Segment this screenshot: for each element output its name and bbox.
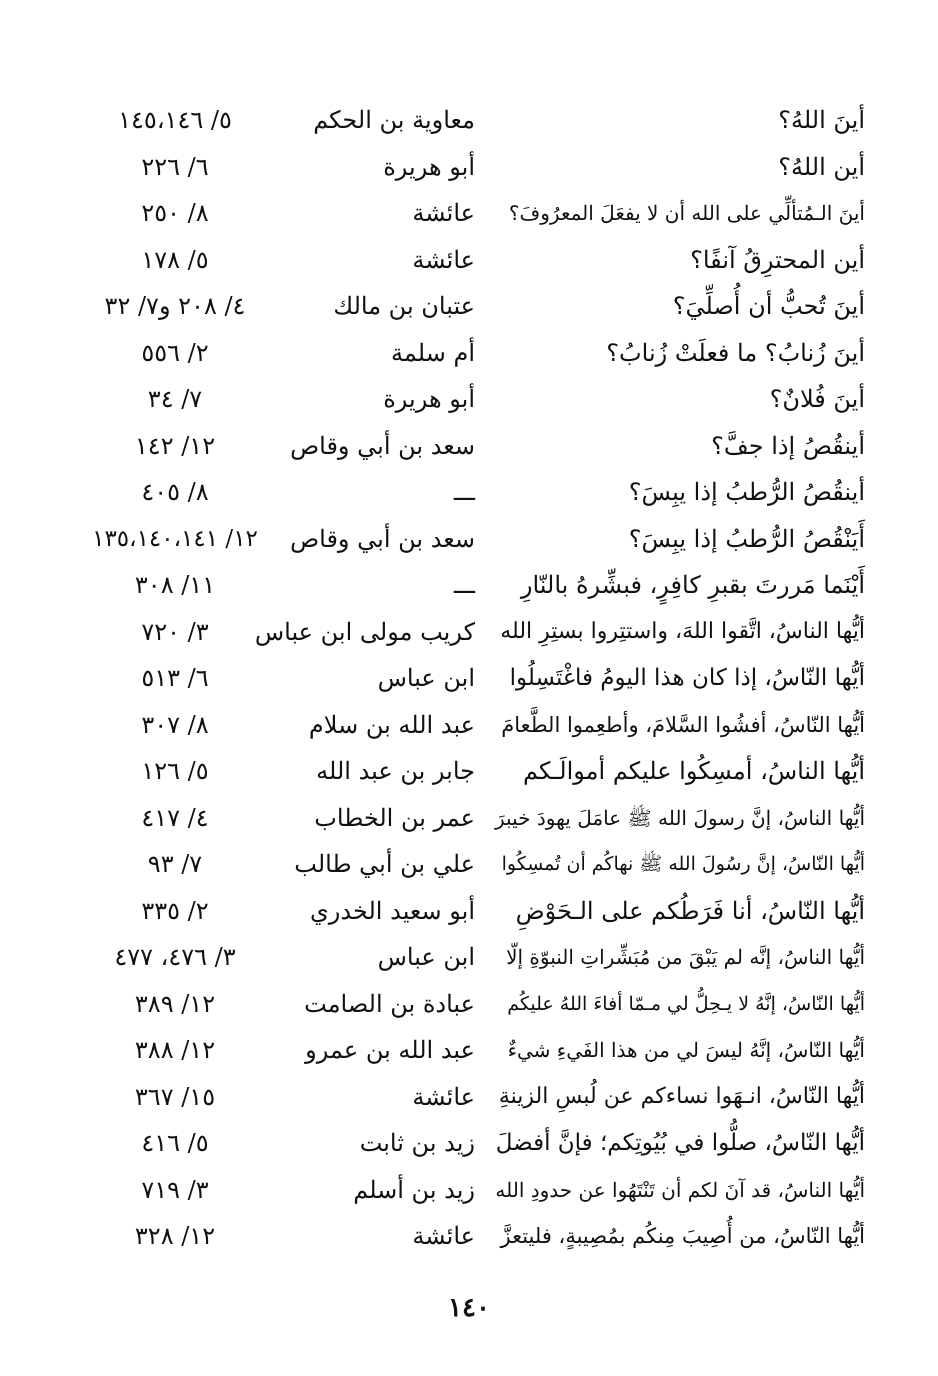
narrator-name: ابن عباس [377, 943, 475, 971]
hadith-text: أيُّها الناسُ، إنَّه لم يَبْقَ من مُبَشِّراتِ النبوّةِ إلّا [506, 945, 865, 969]
narrator-name: أبو هريرة [383, 152, 475, 181]
volume-page-reference: ٦/ ٥١٣ [141, 664, 209, 692]
volume-page-reference: ٢/ ٣٣٥ [141, 896, 209, 925]
volume-page-reference: ٧/ ٩٣ [147, 850, 203, 878]
volume-page-reference: ٤/ ٢٠٨ و٧/ ٣٢ [104, 292, 246, 320]
hadith-text: أينَ تُحبُّ أن أُصلِّيَ؟ [672, 292, 865, 320]
index-row [90, 1026, 865, 1073]
page-number: ١٤٠ [448, 1293, 490, 1323]
volume-page-reference: ١٢/ ٣٨٩ [134, 989, 216, 1018]
narrator-name: عبد الله بن سلام [308, 710, 475, 739]
index-row [90, 282, 865, 329]
index-row [90, 375, 865, 422]
hadith-index-table [90, 96, 865, 1259]
hadith-text: أيُّها النّاسُ، من أُصِيبَ مِنكُم بمُصِيبةٍ، فليتعزَّ [500, 1224, 865, 1248]
narrator-name: أبو هريرة [383, 385, 475, 413]
volume-page-reference: ٣/ ٤٧٦، ٤٧٧ [114, 943, 236, 971]
index-row [90, 236, 865, 283]
narrator-name: معاوية بن الحكم [313, 106, 475, 134]
volume-page-reference: ٨/ ٢٥٠ [141, 199, 209, 227]
narrator-name: كريب مولى ابن عباس [254, 617, 475, 646]
volume-page-reference: ٣/ ٧١٩ [141, 1175, 209, 1204]
volume-page-reference: ٥/ ١٤٥،١٤٦ [118, 106, 232, 134]
narrator-name: أم سلمة [391, 338, 475, 367]
hadith-text: أين اللهُ؟ [778, 152, 865, 181]
index-row [90, 980, 865, 1027]
narrator-name: سعد بن أبي وقاص [290, 431, 475, 460]
index-row [90, 515, 865, 562]
volume-page-reference: ١٢/ ٣٨٨ [134, 1036, 216, 1064]
volume-page-reference: ١٢/ ٣٢٨ [134, 1222, 216, 1250]
narrator-name: ابن عباس [377, 664, 475, 692]
hadith-text: أَيْنَما مَررتَ بقبرِ كافِرٍ، فبشِّرهُ بالنّارِ [520, 571, 865, 599]
index-row [90, 654, 865, 701]
index-row [90, 189, 865, 236]
narrator-name: ـــ [453, 478, 475, 506]
hadith-text: أيُّها النّاسُ، أنا فَرَطُكم على الـحَوْضِ [515, 896, 865, 925]
volume-page-reference: ١٢/ ١٣٥،١٤٠،١٤١ [92, 525, 258, 552]
narrator-name: سعد بن أبي وقاص [290, 524, 475, 553]
hadith-text: أيُّها النّاسُ، إنَّهُ ليسَ لي من هذا الفَيءِ شيءٌ [507, 1038, 865, 1062]
index-row [90, 96, 865, 143]
volume-page-reference: ٢/ ٥٥٦ [141, 338, 209, 367]
narrator-name: أبو سعيد الخدري [310, 896, 475, 925]
hadith-text: أينَ اللهُ؟ [778, 106, 865, 134]
hadith-text: أينَ فُلانٌ؟ [769, 385, 865, 413]
hadith-text: أيُّها الناسُ، أمسِكُوا عليكم أموالَـكم [523, 757, 865, 785]
hadith-text: أينَ الـمُتألِّي على الله أن لا يفعَلَ المعرُوفَ؟ [508, 201, 865, 225]
volume-page-reference: ١٢/ ١٤٢ [134, 431, 216, 460]
index-row [90, 887, 865, 934]
narrator-name: علي بن أبي طالب [294, 850, 475, 878]
hadith-text: أيُّها النّاسُ، إنَّهُ لا يـحِلُّ لي مـمّا أفاءَ اللهُ عليكُم [507, 992, 865, 1015]
narrator-name: عائشة [412, 1082, 475, 1111]
index-row [90, 143, 865, 190]
index-row [90, 561, 865, 608]
index-row [90, 747, 865, 794]
hadith-text: أين المحترِقُ آنفًا؟ [690, 245, 865, 274]
hadith-text: أيُّها النّاسُ، صلُّوا في بُيُوتِكم؛ فإنَّ أفضلَ [495, 1130, 865, 1156]
volume-page-reference: ٥/ ١٢٦ [141, 757, 209, 785]
index-row [90, 608, 865, 655]
hadith-text: أيُّها الناسُ، قد آنَ لكم أن تَنْتَهُوا عن حدودِ الله [495, 1177, 865, 1202]
hadith-text: أيُّها الناسُ، إنَّ رسولَ الله ﷺ عامَلَ يهودَ خيبرَ [495, 805, 865, 830]
hadith-text: أينقُصُ الرُّطبُ إذا يبِسَ؟ [628, 478, 865, 506]
index-row [90, 1166, 865, 1213]
volume-page-reference: ١٥/ ٣٦٧ [134, 1082, 216, 1111]
index-row [90, 422, 865, 469]
hadith-text: أينَ زُنابُ؟ ما فعلَتْ زُنابُ؟ [606, 338, 865, 367]
narrator-name: عبادة بن الصامت [304, 989, 475, 1018]
volume-page-reference: ٦/ ٢٢٦ [141, 152, 209, 181]
hadith-text: أيُّها النّاسُ، إذا كان هذا اليومُ فاغْتَسِلُوا [509, 665, 865, 691]
narrator-name: عائشة [412, 245, 475, 274]
narrator-name: زيد بن أسلم [353, 1175, 475, 1204]
volume-page-reference: ٥/ ١٧٨ [141, 245, 209, 274]
index-row [90, 933, 865, 980]
volume-page-reference: ٨/ ٣٠٧ [141, 710, 209, 739]
narrator-name: ـــ [453, 571, 475, 599]
narrator-name: عائشة [412, 1222, 475, 1250]
volume-page-reference: ٧/ ٣٤ [147, 385, 203, 413]
index-row [90, 794, 865, 841]
narrator-name: جابر بن عبد الله [316, 757, 475, 785]
volume-page-reference: ١١/ ٣٠٨ [134, 571, 216, 599]
hadith-text: أيُّها النّاسُ، انـهَوا نساءكم عن لُبسِ الزينةِ [498, 1083, 865, 1109]
hadith-text: أينقُصُ إذا جفَّ؟ [711, 431, 865, 460]
hadith-text: أيُّها الناسُ، اتَّقوا اللهَ، واستتِروا بستِرِ الله [500, 618, 865, 644]
hadith-text: أيُّها النّاسُ، إنَّ رسُولَ الله ﷺ نهاكُم أن تُمسِكُوا [501, 853, 865, 875]
hadith-text: أَيَنْقُصُ الرُّطبُ إذا يبِسَ؟ [628, 524, 865, 553]
index-row [90, 701, 865, 748]
narrator-name: عبد الله بن عمرو [305, 1036, 475, 1064]
index-row [90, 1212, 865, 1259]
index-row [90, 1073, 865, 1120]
volume-page-reference: ٥/ ٤١٦ [141, 1129, 209, 1157]
narrator-name: عمر بن الخطاب [314, 803, 475, 832]
volume-page-reference: ٤/ ٤١٧ [141, 803, 209, 832]
narrator-name: زيد بن ثابت [359, 1129, 475, 1157]
index-row [90, 329, 865, 376]
index-row [90, 468, 865, 515]
narrator-name: عتبان بن مالك [333, 292, 475, 320]
volume-page-reference: ٨/ ٤٠٥ [141, 478, 209, 506]
narrator-name: عائشة [412, 199, 475, 227]
index-row [90, 840, 865, 887]
hadith-text: أيُّها النّاسُ، أفشُوا السَّلامَ، وأطعِموا الطَّعامَ [501, 712, 865, 737]
index-row [90, 1119, 865, 1166]
volume-page-reference: ٣/ ٧٢٠ [141, 617, 209, 646]
